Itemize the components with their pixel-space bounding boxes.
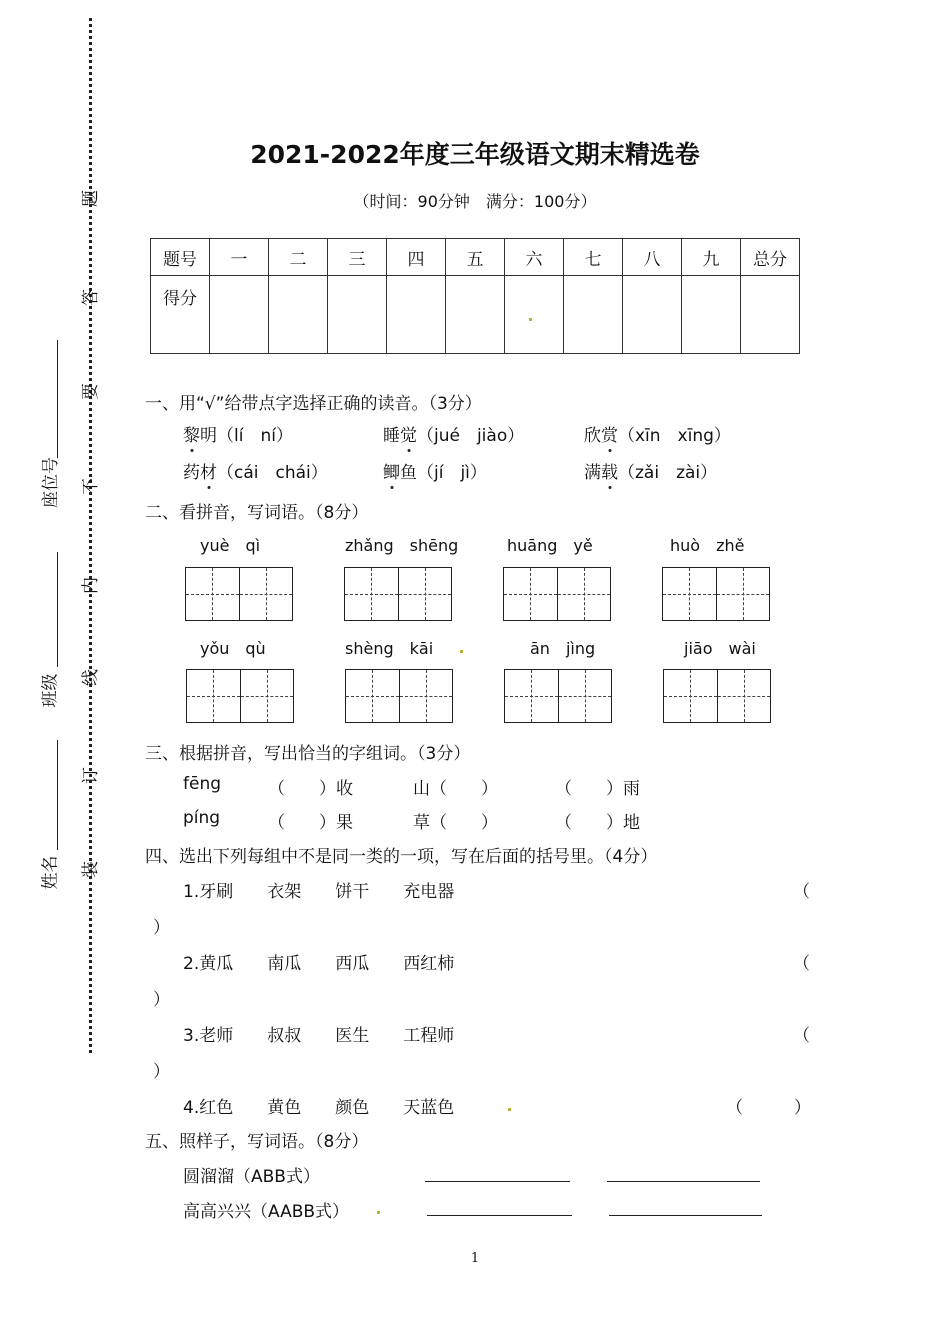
writing-grid[interactable] [345, 669, 453, 723]
q1-text: （cái chái） [217, 463, 328, 483]
q1-text: 睡 [383, 426, 400, 446]
score-cell[interactable] [505, 276, 564, 354]
answer-line[interactable] [425, 1181, 570, 1182]
writing-grid[interactable] [344, 567, 452, 621]
q3-heading: 三、根据拼音，写出恰当的字组词。（3分） [145, 744, 471, 764]
score-cell[interactable] [741, 276, 800, 354]
pinyin-label: shèng kāi [345, 639, 434, 658]
seat-number-label: 座位号 [41, 457, 61, 508]
margin-char: 装 [81, 861, 101, 878]
answer-bracket-open[interactable]: （ [793, 882, 810, 902]
score-header: 九 [682, 239, 741, 276]
score-header: 总分 [741, 239, 800, 276]
score-cell[interactable] [623, 276, 682, 354]
margin-char: 内 [81, 577, 101, 594]
q3-blank[interactable]: （ ）果 [268, 813, 353, 833]
q1-text: 欣 [584, 426, 601, 446]
answer-line[interactable] [607, 1181, 760, 1182]
score-header: 七 [564, 239, 623, 276]
answer-line[interactable] [427, 1215, 572, 1216]
q4-heading: 四、选出下列每组中不是同一类的一项，写在后面的括号里。（4分） [145, 847, 658, 867]
speck [508, 1108, 511, 1111]
q1-text: 鱼（jí jì） [400, 463, 487, 483]
margin-char: 订 [81, 767, 101, 784]
pinyin-label: yuè qì [200, 536, 261, 555]
score-header: 六 [505, 239, 564, 276]
q3-pinyin: píng [183, 808, 221, 828]
answer-bracket-open[interactable]: （ [793, 1026, 810, 1046]
dotted-char: 觉 [400, 426, 417, 446]
q1-text: 明（lí ní） [200, 426, 293, 446]
score-cell[interactable] [328, 276, 387, 354]
score-header: 二 [269, 239, 328, 276]
score-table [150, 238, 800, 354]
page-title: 2021-2022年度三年级语文期末精选卷 [250, 140, 700, 169]
q3-blank[interactable]: （ ）地 [555, 813, 640, 833]
q5-example: 圆溜溜（ABB式） [183, 1167, 320, 1187]
name-line [57, 740, 58, 850]
q1-text: 满 [584, 463, 601, 483]
margin-char: 线 [81, 669, 101, 686]
pinyin-label: yǒu qù [200, 639, 266, 658]
writing-grid[interactable] [186, 669, 294, 723]
score-header: 题号 [151, 239, 210, 276]
q3-blank[interactable]: （ ）雨 [555, 779, 640, 799]
writing-grid[interactable] [185, 567, 293, 621]
seat-number-line [57, 340, 58, 458]
q1-text: （zǎi zài） [618, 463, 718, 483]
q3-blank[interactable]: 山（ ） [413, 779, 498, 799]
writing-grid[interactable] [504, 669, 612, 723]
score-cell[interactable] [210, 276, 269, 354]
dotted-char: 载 [601, 463, 618, 483]
score-header: 一 [210, 239, 269, 276]
q1-text: （xīn xīng） [618, 426, 731, 446]
q1-item [183, 458, 328, 483]
score-row-label: 得分 [151, 276, 210, 354]
dotted-char: 黎 [183, 426, 200, 446]
q4-item: 2.黄瓜 南瓜 西瓜 西红柿 [183, 954, 455, 974]
answer-bracket-close: ） [153, 1062, 170, 1082]
dotted-char: 赏 [601, 426, 618, 446]
q1-item [383, 421, 524, 446]
pinyin-label: ān jìng [530, 639, 596, 658]
pinyin-label: jiāo wài [684, 639, 756, 658]
score-header: 三 [328, 239, 387, 276]
page-number: 1 [470, 1251, 480, 1266]
q1-item [383, 458, 487, 483]
score-cell[interactable] [564, 276, 623, 354]
speck [529, 318, 532, 321]
exam-info: （时间：90分钟 满分：100分） [353, 192, 597, 211]
q2-heading: 二、看拼音，写词语。（8分） [145, 503, 369, 523]
q5-heading: 五、照样子，写词语。（8分） [145, 1132, 369, 1152]
q1-heading: 一、用“√”给带点字选择正确的读音。（3分） [145, 394, 482, 414]
writing-grid[interactable] [663, 669, 771, 723]
score-header: 四 [387, 239, 446, 276]
class-label: 班级 [40, 673, 61, 708]
answer-bracket-close: ） [153, 990, 170, 1010]
score-header: 八 [623, 239, 682, 276]
q4-item: 1.牙刷 衣架 饼干 充电器 [183, 882, 455, 902]
margin-char: 题 [81, 190, 101, 207]
pinyin-label: huò zhě [670, 536, 745, 555]
score-cell[interactable] [446, 276, 505, 354]
q1-item [584, 458, 717, 483]
pinyin-label: zhǎng shēng [345, 536, 459, 555]
q4-item: 4.红色 黄色 颜色 天蓝色 [183, 1098, 455, 1118]
answer-line[interactable] [609, 1215, 762, 1216]
q1-item [584, 421, 731, 446]
margin-char: 不 [81, 478, 101, 495]
margin-char: 要 [81, 383, 101, 400]
writing-grid[interactable] [662, 567, 770, 621]
writing-grid[interactable] [503, 567, 611, 621]
margin-char: 答 [81, 289, 101, 306]
dotted-char: 材 [200, 463, 217, 483]
speck [377, 1211, 380, 1214]
q4-item: 3.老师 叔叔 医生 工程师 [183, 1026, 455, 1046]
q1-text: 药 [183, 463, 200, 483]
score-cell[interactable] [269, 276, 328, 354]
dotted-char: 鲫 [383, 463, 400, 483]
q3-blank[interactable]: 草（ ） [413, 813, 498, 833]
pinyin-label: huāng yě [507, 536, 593, 555]
name-label: 姓名 [40, 855, 61, 890]
score-header: 五 [446, 239, 505, 276]
binding-dotted-line [89, 18, 92, 1053]
class-line [57, 552, 58, 667]
q1-item [183, 421, 293, 446]
q3-pinyin: fēng [183, 774, 222, 794]
score-cell[interactable] [387, 276, 446, 354]
answer-bracket-open[interactable]: （ [793, 954, 810, 974]
answer-bracket-close: ） [153, 918, 170, 938]
answer-bracket[interactable]: （ ） [726, 1098, 811, 1118]
speck [460, 650, 463, 653]
score-cell[interactable] [682, 276, 741, 354]
q1-text: （jué jiào） [417, 426, 525, 446]
q5-example: 高高兴兴（AABB式） [183, 1202, 350, 1222]
q3-blank[interactable]: （ ）收 [268, 779, 353, 799]
